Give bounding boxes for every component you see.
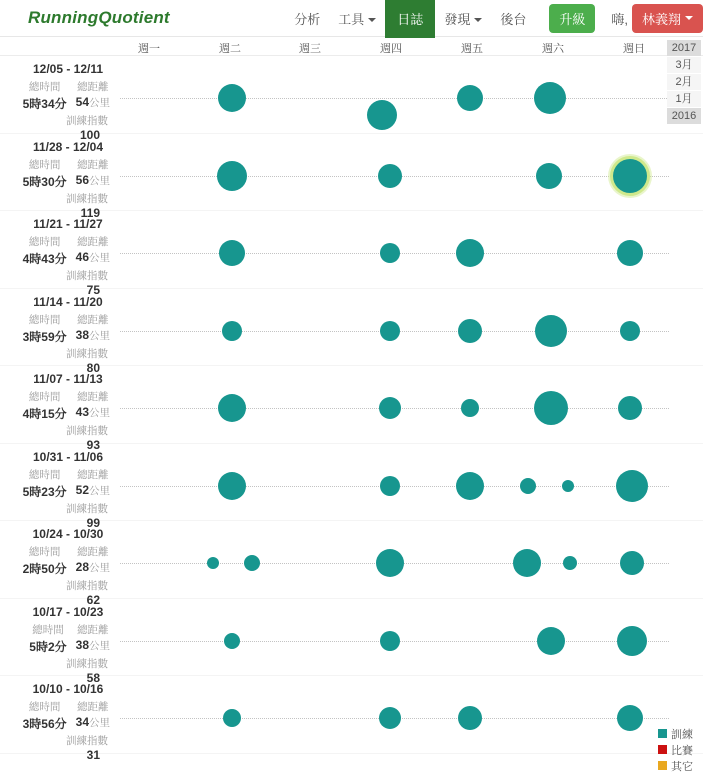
total-distance-label: 總距離 bbox=[77, 236, 109, 248]
user-menu-button[interactable] bbox=[632, 4, 703, 33]
total-distance-label: 總距離 bbox=[77, 313, 109, 326]
brand-logo[interactable]: RunningQuotient bbox=[28, 8, 170, 27]
activity-bubble[interactable] bbox=[513, 549, 541, 577]
training-index-label: 訓練指數 bbox=[66, 270, 108, 282]
week-summary bbox=[0, 366, 122, 452]
week-row bbox=[0, 366, 703, 452]
main-nav bbox=[285, 0, 535, 38]
activity-bubble[interactable] bbox=[456, 472, 484, 500]
week-summary bbox=[0, 211, 122, 297]
activity-bubble[interactable] bbox=[537, 627, 565, 655]
activity-bubble[interactable] bbox=[379, 707, 401, 729]
training-index-value: 93 bbox=[86, 438, 100, 452]
activity-bubble[interactable] bbox=[244, 555, 260, 571]
total-time-label: 總時間 bbox=[28, 468, 61, 481]
sidenav-year-4[interactable]: 2016 bbox=[667, 108, 701, 124]
training-index-label: 訓練指數 bbox=[66, 425, 108, 437]
total-distance-value: 54 bbox=[75, 95, 89, 109]
activity-bubble[interactable] bbox=[535, 315, 567, 347]
sidenav-year-0[interactable]: 2017 bbox=[667, 40, 701, 56]
total-time-value: 3時56分 bbox=[22, 717, 67, 731]
chevron-down-icon bbox=[474, 18, 482, 22]
total-time-label: 總時間 bbox=[28, 313, 61, 326]
training-index-value: 80 bbox=[86, 360, 100, 375]
training-index-value: 58 bbox=[86, 670, 100, 685]
total-distance-value: 38 bbox=[75, 327, 89, 342]
week-row bbox=[0, 56, 703, 142]
activity-bubble[interactable] bbox=[458, 706, 482, 730]
total-distance-value: 56 bbox=[75, 172, 89, 187]
legend-label: 比賽 bbox=[671, 744, 693, 757]
sidenav-month-3[interactable]: 1月 bbox=[667, 91, 701, 107]
distance-unit-label: 公里 bbox=[89, 174, 110, 187]
training-index-label: 訓練指數 bbox=[66, 347, 108, 360]
week-summary bbox=[0, 289, 122, 375]
week-summary bbox=[0, 134, 122, 220]
week-date-range: 10/24 - 10/30 bbox=[32, 527, 104, 541]
nav-item-label: 日誌 bbox=[397, 11, 424, 27]
total-distance-value: 46 bbox=[75, 250, 89, 264]
legend-swatch bbox=[658, 729, 667, 738]
training-index-value: 62 bbox=[86, 593, 100, 607]
week-row bbox=[0, 444, 703, 530]
activity-bubble[interactable] bbox=[379, 397, 401, 419]
nav-item-3[interactable] bbox=[435, 0, 491, 38]
activity-bubble[interactable] bbox=[536, 163, 562, 189]
nav-item-1[interactable] bbox=[329, 0, 385, 38]
training-index-label: 訓練指數 bbox=[66, 580, 108, 592]
activity-bubble[interactable] bbox=[534, 82, 566, 114]
activity-bubble[interactable] bbox=[380, 631, 400, 651]
total-time-label: 總時間 bbox=[28, 701, 61, 713]
activity-bubble[interactable] bbox=[457, 85, 483, 111]
week-summary bbox=[0, 444, 122, 530]
total-time-label: 總時間 bbox=[28, 236, 61, 248]
total-time-label: 總時間 bbox=[28, 546, 61, 558]
training-index-value: 99 bbox=[86, 515, 100, 530]
top-navbar bbox=[0, 0, 703, 37]
week-row bbox=[0, 521, 703, 607]
week-row bbox=[0, 289, 703, 375]
total-time-value: 4時15分 bbox=[22, 407, 67, 421]
total-time-value: 5時23分 bbox=[22, 484, 67, 499]
week-date-range: 11/21 - 11/27 bbox=[33, 217, 103, 231]
activity-bubble[interactable] bbox=[207, 557, 219, 569]
week-row bbox=[0, 599, 703, 685]
day-header-5: 週六 bbox=[542, 43, 564, 55]
activity-bubble[interactable] bbox=[458, 319, 482, 343]
day-header-6: 週日 bbox=[623, 43, 645, 55]
activity-bubble[interactable] bbox=[222, 321, 242, 341]
total-distance-label: 總距離 bbox=[77, 391, 109, 403]
total-time-label: 總時間 bbox=[28, 391, 61, 403]
distance-unit-label: 公里 bbox=[89, 407, 110, 419]
activity-bubble[interactable] bbox=[613, 159, 647, 193]
upgrade-button[interactable]: 升級 bbox=[549, 4, 595, 33]
activity-bubble[interactable] bbox=[218, 394, 246, 422]
legend-item-0 bbox=[658, 726, 693, 741]
activity-bubble[interactable] bbox=[616, 470, 648, 502]
legend-label: 其它 bbox=[671, 760, 693, 773]
activity-bubble[interactable] bbox=[534, 391, 568, 425]
total-distance-value: 34 bbox=[75, 715, 89, 729]
total-time-label: 總時間 bbox=[32, 623, 64, 636]
week-summary bbox=[0, 599, 122, 685]
total-distance-value: 43 bbox=[75, 405, 89, 419]
total-distance-label: 總距離 bbox=[77, 701, 109, 713]
weekly-calendar bbox=[0, 56, 703, 762]
sidenav-month-1[interactable]: 3月 bbox=[667, 57, 701, 73]
user-name: 林義翔 bbox=[641, 11, 681, 27]
week-date-range: 10/10 - 10/16 bbox=[32, 682, 104, 696]
chevron-down-icon bbox=[368, 18, 376, 22]
week-row bbox=[0, 134, 703, 220]
distance-unit-label: 公里 bbox=[89, 329, 110, 342]
activity-bubble[interactable] bbox=[367, 100, 397, 130]
total-distance-value: 38 bbox=[75, 637, 89, 652]
activity-bubble[interactable] bbox=[620, 321, 640, 341]
total-time-value: 5時34分 bbox=[22, 97, 67, 111]
day-header-4: 週五 bbox=[461, 43, 483, 55]
week-row bbox=[0, 676, 703, 762]
nav-item-2[interactable] bbox=[385, 0, 435, 38]
total-time-value: 4時43分 bbox=[22, 252, 67, 266]
week-date-range: 10/17 - 10/23 bbox=[32, 604, 104, 619]
week-date-range: 11/28 - 12/04 bbox=[32, 139, 104, 154]
activity-bubble[interactable] bbox=[224, 633, 240, 649]
chevron-down-icon bbox=[685, 16, 693, 20]
activity-bubble[interactable] bbox=[380, 321, 400, 341]
nav-item-0[interactable] bbox=[285, 0, 329, 38]
total-time-label: 總時間 bbox=[28, 81, 61, 93]
day-header-3: 週四 bbox=[380, 43, 402, 55]
period-sidenav bbox=[667, 40, 701, 125]
total-distance-label: 總距離 bbox=[77, 158, 109, 171]
distance-unit-label: 公里 bbox=[89, 97, 110, 109]
total-time-value: 5時30分 bbox=[22, 174, 67, 189]
legend-item-2 bbox=[658, 758, 693, 773]
activity-bubble[interactable] bbox=[380, 243, 400, 263]
day-header-1: 週二 bbox=[219, 43, 241, 55]
total-distance-label: 總距離 bbox=[77, 546, 109, 558]
activity-bubble[interactable] bbox=[218, 84, 246, 112]
activity-bubble[interactable] bbox=[617, 626, 647, 656]
nav-item-label: 後台 bbox=[500, 11, 527, 27]
greeting-text: 嗨, bbox=[611, 11, 628, 27]
week-date-range: 10/31 - 11/06 bbox=[32, 449, 104, 464]
week-summary bbox=[0, 521, 122, 607]
distance-unit-label: 公里 bbox=[89, 252, 110, 264]
total-distance-label: 總距離 bbox=[77, 623, 109, 636]
legend-label: 訓練 bbox=[671, 728, 693, 741]
activity-bubble[interactable] bbox=[376, 549, 404, 577]
week-summary bbox=[0, 56, 122, 142]
day-header-row bbox=[0, 37, 703, 56]
total-time-value: 2時50分 bbox=[22, 562, 67, 576]
week-summary bbox=[0, 676, 122, 762]
activity-bubble[interactable] bbox=[618, 396, 642, 420]
distance-unit-label: 公里 bbox=[89, 562, 110, 574]
distance-unit-label: 公里 bbox=[89, 639, 110, 652]
training-index-value: 75 bbox=[86, 283, 100, 297]
training-index-label: 訓練指數 bbox=[66, 192, 108, 205]
day-header-2: 週三 bbox=[299, 43, 321, 55]
week-date-range: 11/14 - 11/20 bbox=[33, 294, 103, 309]
distance-unit-label: 公里 bbox=[89, 717, 110, 729]
total-distance-value: 52 bbox=[75, 482, 89, 497]
total-time-value: 3時59分 bbox=[22, 329, 67, 344]
training-index-label: 訓練指數 bbox=[66, 735, 108, 747]
activity-bubble[interactable] bbox=[223, 709, 241, 727]
total-distance-value: 28 bbox=[75, 560, 89, 574]
total-distance-label: 總距離 bbox=[77, 468, 109, 481]
activity-bubble[interactable] bbox=[456, 239, 484, 267]
activity-bubble[interactable] bbox=[617, 240, 643, 266]
day-header-0: 週一 bbox=[138, 43, 160, 55]
week-date-range: 12/05 - 12/11 bbox=[32, 62, 104, 76]
week-timeline bbox=[120, 98, 669, 99]
nav-item-label: 發現 bbox=[444, 11, 471, 27]
activity-bubble[interactable] bbox=[380, 476, 400, 496]
training-index-value: 31 bbox=[86, 748, 100, 762]
week-date-range: 11/07 - 11/13 bbox=[33, 372, 103, 386]
training-index-value: 119 bbox=[80, 205, 100, 220]
training-index-value: 100 bbox=[79, 128, 100, 142]
training-index-label: 訓練指數 bbox=[66, 115, 108, 127]
legend-item-1 bbox=[658, 742, 693, 757]
activity-bubble[interactable] bbox=[563, 556, 577, 570]
activity-bubble[interactable] bbox=[461, 399, 479, 417]
distance-unit-label: 公里 bbox=[89, 484, 110, 497]
training-index-label: 訓練指數 bbox=[66, 657, 108, 670]
nav-item-4[interactable] bbox=[491, 0, 535, 38]
week-row bbox=[0, 211, 703, 297]
activity-bubble[interactable] bbox=[520, 478, 536, 494]
total-time-label: 總時間 bbox=[28, 158, 61, 171]
activity-bubble[interactable] bbox=[219, 240, 245, 266]
activity-bubble[interactable] bbox=[217, 161, 247, 191]
total-time-value: 5時2分 bbox=[29, 639, 67, 654]
training-index-label: 訓練指數 bbox=[66, 502, 108, 515]
activity-bubble[interactable] bbox=[562, 480, 574, 492]
activity-bubble[interactable] bbox=[378, 164, 402, 188]
legend-swatch bbox=[658, 761, 667, 770]
activity-bubble[interactable] bbox=[617, 705, 643, 731]
nav-item-label: 分析 bbox=[294, 11, 321, 27]
sidenav-month-2[interactable]: 2月 bbox=[667, 74, 701, 90]
activity-bubble[interactable] bbox=[218, 472, 246, 500]
total-distance-label: 總距離 bbox=[77, 81, 109, 93]
activity-legend bbox=[658, 726, 693, 774]
legend-swatch bbox=[658, 745, 667, 754]
activity-bubble[interactable] bbox=[620, 551, 644, 575]
nav-item-label: 工具 bbox=[338, 11, 365, 27]
